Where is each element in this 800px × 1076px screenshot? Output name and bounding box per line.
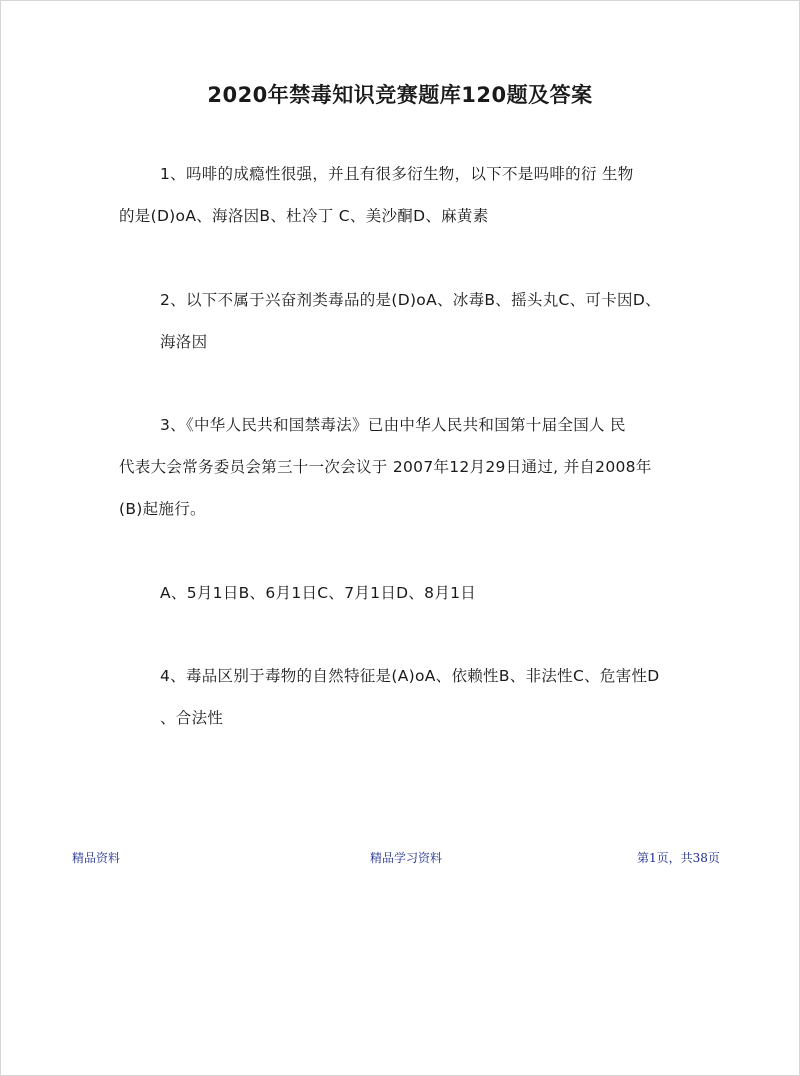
question-1-line-1: 1、吗啡的成瘾性很强，并且有很多衍生物，以下不是吗啡的衍 生物	[160, 165, 634, 183]
footer-center-text: 精品学习资料	[370, 851, 443, 865]
question-2-line-1: 2、以下不属于兴奋剂类毒品的是(D)oA、冰毒B、摇头丸C、可卡因D、	[160, 291, 661, 309]
question-1-line-2: 的是(D)oA、海洛因B、杜冷丁 C、美沙酮D、麻黄素	[119, 207, 489, 225]
question-3-line-2: 代表大会常务委员会第三十一次会议于 2007年12月29日通过, 并自2008年	[119, 458, 652, 476]
document-title: 2020年禁毒知识竞赛题库120题及答案	[207, 83, 593, 107]
footer-left-text: 精品资料	[72, 851, 121, 865]
question-2-line-2: 海洛因	[160, 333, 208, 351]
question-4-line-1: 4、毒品区别于毒物的自然特征是(A)oA、依赖性B、非法性C、危害性D	[160, 667, 660, 685]
question-3-line-3: (B)起施行。	[119, 500, 206, 518]
question-4-line-2: 、合法性	[160, 709, 224, 727]
question-3-line-1: 3、《中华人民共和国禁毒法》已由中华人民共和国第十届全国人 民	[160, 416, 626, 434]
footer-page-number: 第1页，共38页	[637, 851, 720, 865]
question-3-options: A、5月1日B、6月1日C、7月1日D、8月1日	[160, 584, 477, 602]
